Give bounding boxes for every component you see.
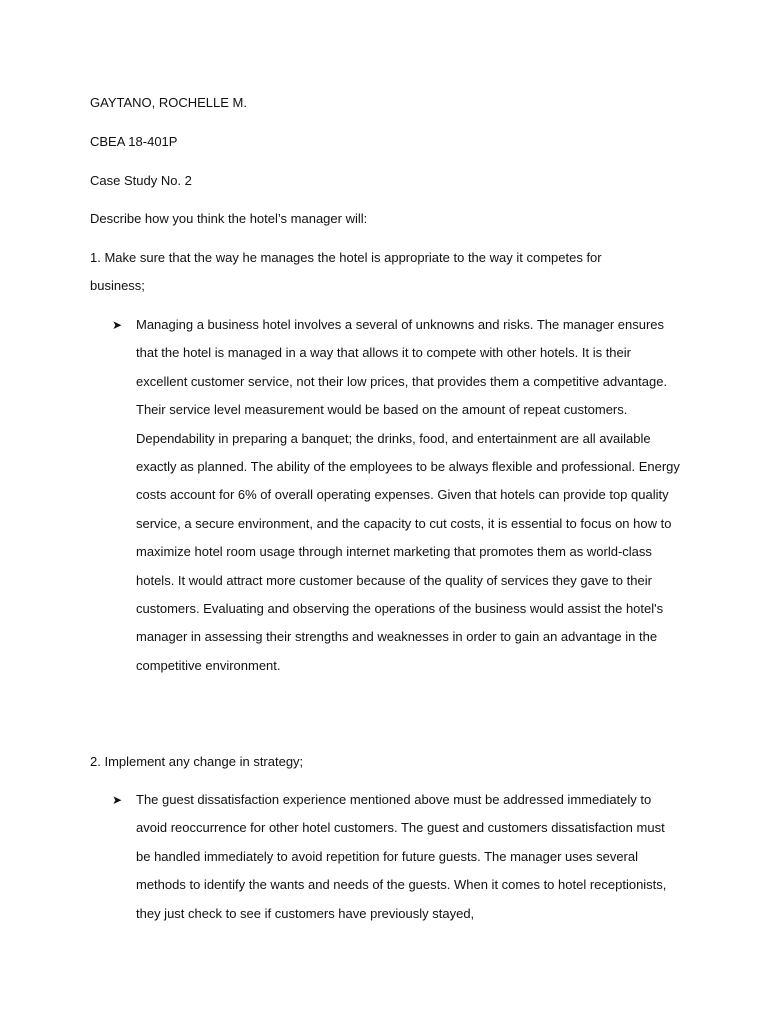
document-title: Case Study No. 2: [90, 173, 192, 188]
question-1: 1. Make sure that the way he manages the hotel is appropriate to the way it competes for business;: [90, 250, 602, 294]
answer-2: The guest dissatisfaction experience mentioned above must be addressed immediately to avoid reoccurrence for other hotel customers. The guest and customers dissatisfaction must be handled immediately to avoid repetition for future guests. The manager uses several methods to identify the wants and needs of the guests. When it comes to hotel receptionists, they just check to see if customers have previously stayed,: [136, 792, 667, 921]
author-name: GAYTANO, ROCHELLE M.: [90, 95, 247, 110]
answer-1: Managing a business hotel involves a several of unknowns and risks. The manager ensures that the hotel is managed in a way that allows it to compete with other hotels. It is their excellent customer service, not their low prices, that provides them a competitive advantage. Their service level measurement would be based on the amount of repeat customers. Dependability in preparing a banquet; the drinks, food, and entertainment are all available exactly as planned. The ability of the employees to be always flexible and professional. Energy costs account for 6% of overall operating expenses. Given that hotels can provide top quality service, a secure environment, and the capacity to cut costs, it is essential to focus on how to maximize hotel room usage through internet marketing that promotes them as world-class hotels. It would attract more customer because of the quality of services they gave to their customers. Evaluating and observing the operations of the business would assist the hotel's manager in assessing their strengths and weaknesses in order to gain an advantage in the competitive environment.: [136, 317, 680, 673]
intro-prompt: Describe how you think the hotel’s manager will:: [90, 211, 368, 226]
arrow-bullet-icon: ➤: [112, 318, 123, 332]
section-code: CBEA 18-401P: [90, 134, 178, 149]
arrow-bullet-icon: ➤: [112, 793, 123, 807]
question-2: 2. Implement any change in strategy;: [90, 754, 304, 769]
